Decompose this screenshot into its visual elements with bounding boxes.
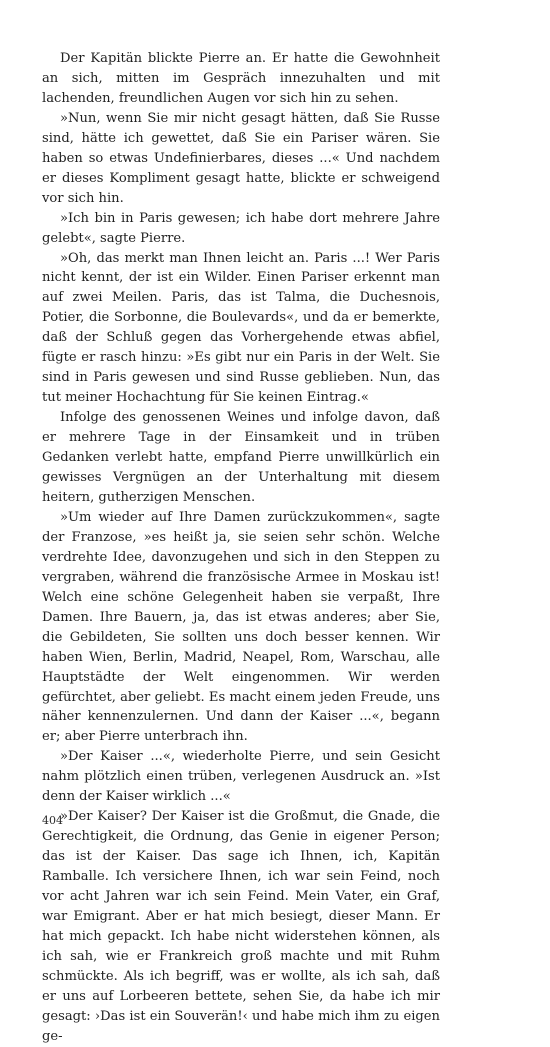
paragraph: Der Kapitän blickte Pierre an. Er hatte die Gewohnheit an sich, mitten im Gespräch innezuhalten und mit lachenden, freundlichen Augen vor sich hin zu sehen. xyxy=(42,51,440,106)
body-text xyxy=(42,49,440,1047)
paragraph: »Um wieder auf Ihre Damen zurückzukommen«, sagte der Franzose, »es heißt ja, sie seien sehr schön. Welche verdrehte Idee, davonzugehen und sich in den Steppen zu vergraben, während die französische Armee in Moskau ist! Welch eine schöne Gelegenheit haben sie verpaßt, Ihre Damen. Ihre Bauern, ja, das ist etwas anderes; aber Sie, die Gebildeten, Sie sollten uns doch besser kennen. Wir haben Wien, Berlin, Madrid, Neapel, Rom, Warschau, alle Hauptstädte der Welt eingenommen. Wir werden gefürchtet, aber geliebt. Es macht einem jeden Freude, uns näher kennenzulernen. Und dann der Kaiser ...«, begann er; aber Pierre unterbrach ihn. xyxy=(42,509,440,745)
paragraph: Infolge des genossenen Weines und infolge davon, daß er mehrere Tage in der Einsamkeit und in trüben Gedanken verlebt hatte, empfand Pierre unwillkürlich ein gewisses Vergnügen an der Unterhaltung mit diesem heitern, gutherzigen Menschen. xyxy=(42,410,440,505)
paragraph: »Ich bin in Paris gewesen; ich habe dort mehrere Jahre gelebt«, sagte Pierre. xyxy=(42,210,440,246)
page-number: 404 xyxy=(42,814,63,827)
paragraph: »Der Kaiser? Der Kaiser ist die Großmut, die Gnade, die Gerechtigkeit, die Ordnung, das Genie in eigener Person; das ist der Kaiser. Das sage ich Ihnen, ich, Kapitän Ramballe. Ich versichere Ihnen, ich war sein Feind, noch vor acht Jahren war ich sein Feind. Mein Vater, ein Graf, war Emigrant. Aber er hat mich besiegt, dieser Mann. Er hat mich gepackt. Ich habe nicht widerstehen können, als ich sah, wie er Frankreich groß machte und mit Ruhm schmückte. Als ich begriff, was er wollte, als ich sah, daß er uns auf Lorbeeren bettete, sehen Sie, da habe ich mir gesagt: ›Das ist ein Souverän!‹ und habe mich ihm zu eigen ge- xyxy=(42,809,440,1044)
paragraph: »Nun, wenn Sie mir nicht gesagt hätten, daß Sie Russe sind, hätte ich gewettet, daß Sie ein Pariser wären. Sie haben so etwas Undefinierbares, dieses ...« Und nachdem er dieses Kompliment gesagt hatte, blickte er schweigend vor sich hin. xyxy=(42,110,440,206)
paragraph: »Der Kaiser ...«, wiederholte Pierre, und sein Gesicht nahm plötzlich einen trüben, verlegenen Ausdruck an. »Ist denn der Kaiser wirklich ...« xyxy=(42,749,440,805)
paragraph: »Oh, das merkt man Ihnen leicht an. Paris ...! Wer Paris nicht kennt, der ist ein Wilder. Einen Pariser erkennt man auf zwei Meilen. Paris, das ist Talma, die Duchesnois, Potier, die Sorbonne, die Boulevards«, und da er bemerkte, daß der Schluß gegen das Vorhergehende etwas abfiel, fügte er rasch hinzu: »Es gibt nur ein Paris in der Welt. Sie sind in Paris gewesen und sind Russe geblieben. Nun, das tut meiner Hochachtung für Sie keinen Eintrag.« xyxy=(42,250,440,406)
